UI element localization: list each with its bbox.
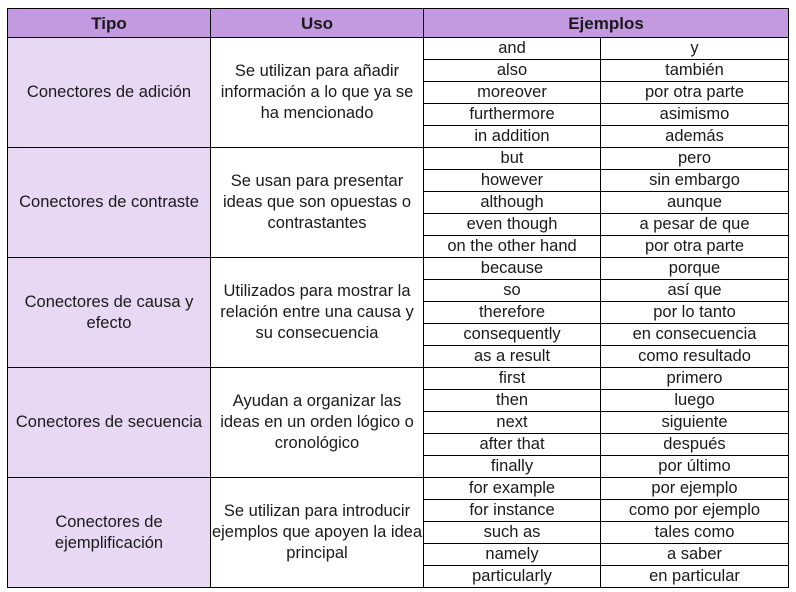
example-english-cell: consequently [424,324,601,346]
example-english-cell: as a result [424,346,601,368]
example-spanish-cell: tales como [601,522,789,544]
example-spanish-cell: luego [601,390,789,412]
example-spanish-cell: además [601,126,789,148]
example-spanish-cell: por ejemplo [601,478,789,500]
table-row [8,148,789,170]
example-english-cell: for example [424,478,601,500]
example-english-cell: for instance [424,500,601,522]
example-english-cell: also [424,60,601,82]
example-english-cell: although [424,192,601,214]
example-spanish-cell: y [601,38,789,60]
example-english-cell: even though [424,214,601,236]
example-spanish-cell: también [601,60,789,82]
table-row [8,258,789,280]
example-english-cell: but [424,148,601,170]
table-row [8,368,789,390]
example-english-cell: next [424,412,601,434]
example-spanish-cell: pero [601,148,789,170]
example-english-cell: and [424,38,601,60]
example-english-cell: first [424,368,601,390]
example-spanish-cell: aunque [601,192,789,214]
connector-usage-cell: Ayudan a organizar las ideas en un orden lógico o cronológico [211,368,424,478]
example-spanish-cell: después [601,434,789,456]
connector-type-cell: Conectores de adición [8,38,211,148]
example-english-cell: because [424,258,601,280]
table-body [8,38,789,588]
connector-type-cell: Conectores de causa y efecto [8,258,211,368]
example-spanish-cell: a pesar de que [601,214,789,236]
example-english-cell: on the other hand [424,236,601,258]
example-spanish-cell: así que [601,280,789,302]
example-spanish-cell: primero [601,368,789,390]
example-english-cell: furthermore [424,104,601,126]
example-spanish-cell: por otra parte [601,82,789,104]
example-spanish-cell: por otra parte [601,236,789,258]
connector-usage-cell: Se usan para presentar ideas que son opuestas o contrastantes [211,148,424,258]
example-english-cell: therefore [424,302,601,324]
example-english-cell: so [424,280,601,302]
example-spanish-cell: sin embargo [601,170,789,192]
connectors-table [7,8,789,588]
example-spanish-cell: por último [601,456,789,478]
example-english-cell: namely [424,544,601,566]
example-spanish-cell: a saber [601,544,789,566]
table-row [8,478,789,500]
example-spanish-cell: asimismo [601,104,789,126]
example-english-cell: after that [424,434,601,456]
example-english-cell: moreover [424,82,601,104]
example-spanish-cell: en consecuencia [601,324,789,346]
example-spanish-cell: por lo tanto [601,302,789,324]
example-spanish-cell: en particular [601,566,789,588]
connector-type-cell: Conectores de contraste [8,148,211,258]
example-spanish-cell: porque [601,258,789,280]
table-row [8,38,789,60]
example-spanish-cell: como resultado [601,346,789,368]
example-english-cell: such as [424,522,601,544]
connector-usage-cell: Se utilizan para introducir ejemplos que apoyen la idea principal [211,478,424,588]
example-spanish-cell: como por ejemplo [601,500,789,522]
example-english-cell: finally [424,456,601,478]
connector-type-cell: Conectores de secuencia [8,368,211,478]
connector-type-cell: Conectores de ejemplificación [8,478,211,588]
header-row [8,9,789,38]
example-english-cell: however [424,170,601,192]
example-spanish-cell: siguiente [601,412,789,434]
example-english-cell: particularly [424,566,601,588]
header-tipo: Tipo [8,9,211,38]
example-english-cell: then [424,390,601,412]
example-english-cell: in addition [424,126,601,148]
header-uso: Uso [211,9,424,38]
header-ejemplos: Ejemplos [424,9,789,38]
connector-usage-cell: Se utilizan para añadir información a lo que ya se ha mencionado [211,38,424,148]
connector-usage-cell: Utilizados para mostrar la relación entre una causa y su consecuencia [211,258,424,368]
